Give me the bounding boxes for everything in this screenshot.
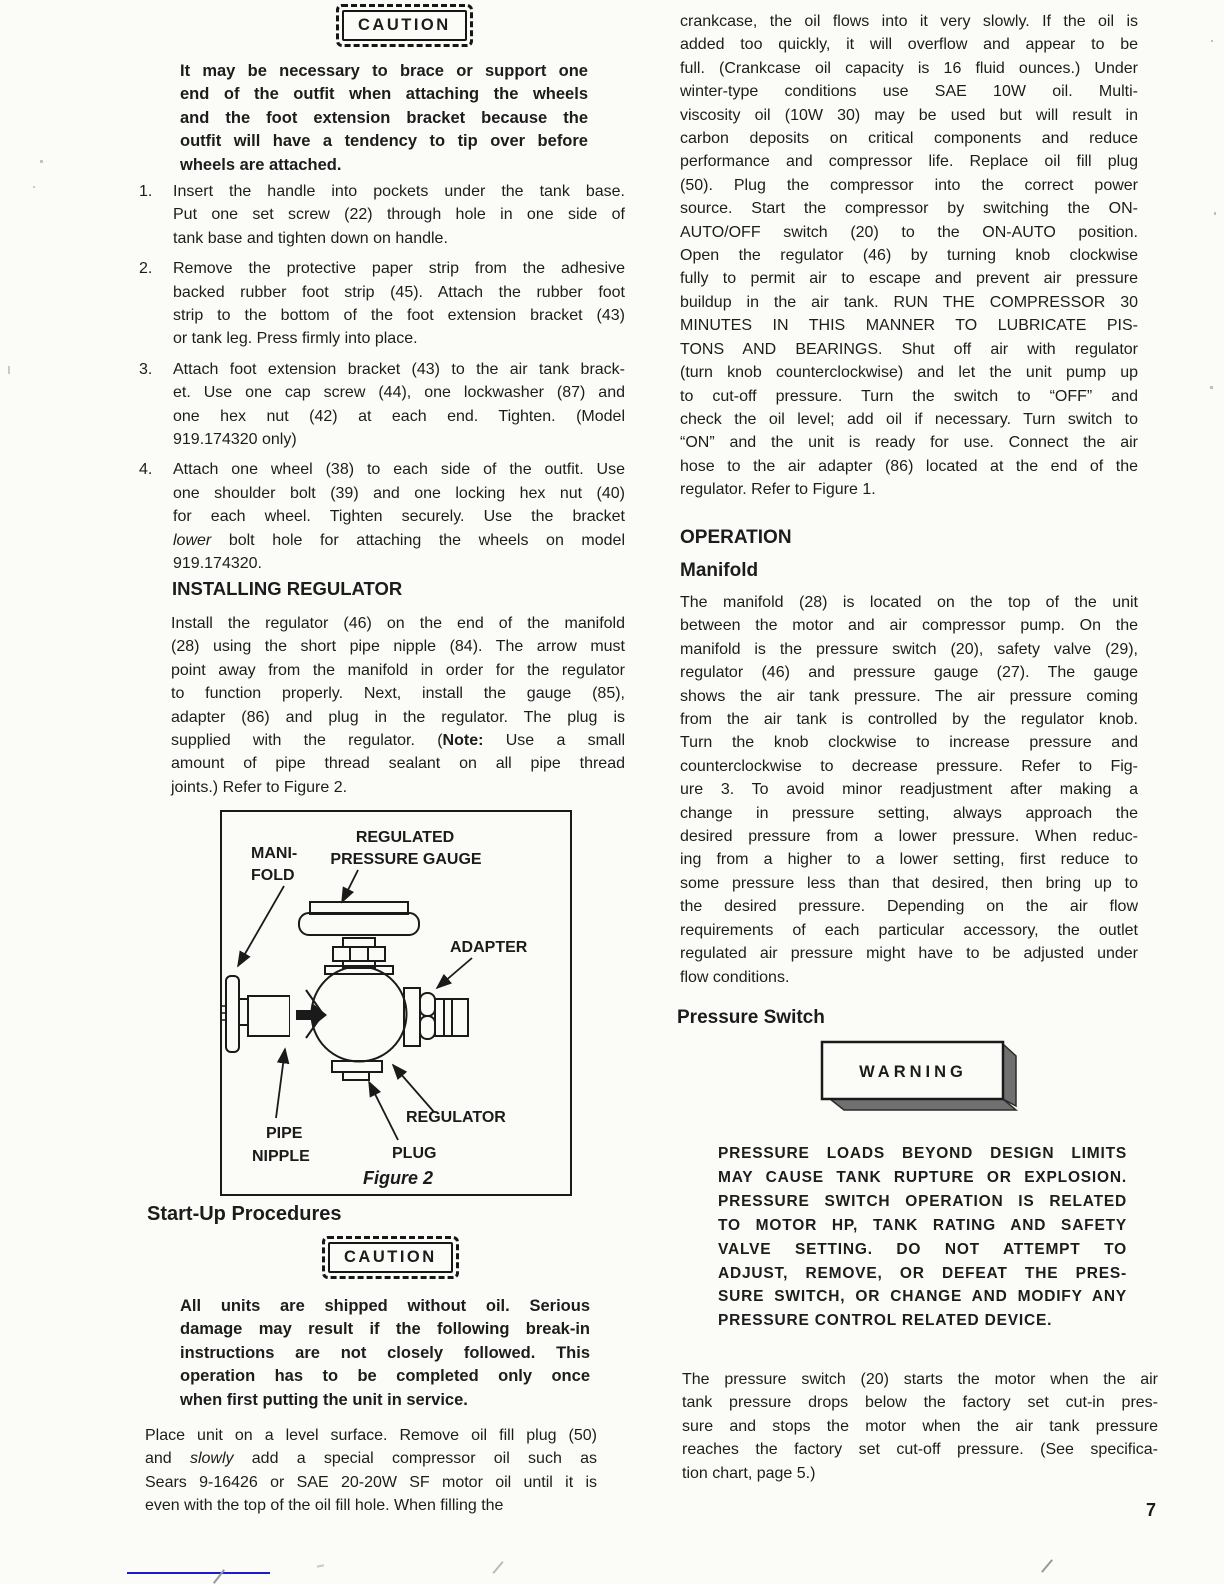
caution-box-bottom <box>322 1236 459 1279</box>
nipple-hub <box>239 999 248 1025</box>
text-line: It may be necessary to brace or support one <box>180 62 588 80</box>
page-number: 7 <box>1146 1500 1157 1520</box>
text-line: and slowly add a special compressor oil such as <box>145 1450 597 1468</box>
text-line: regulator (46) and pressure gauge (27). The gauge <box>680 664 1138 682</box>
figure-label-pipe-2: NIPPLE <box>252 1148 310 1165</box>
regulator-leader <box>393 1065 434 1112</box>
text-line: (28) using the short pipe nipple (84). The arrow must <box>171 638 625 656</box>
warning-label: WARNING <box>859 1063 967 1081</box>
text-line: ure 3. To avoid minor readjustment after making a <box>680 781 1138 799</box>
text-line: check the oil level; add oil if necessary. Turn switch to <box>680 410 1138 428</box>
text-line: joints.) Refer to Figure 2. <box>171 778 348 796</box>
text-line: full. (Crankcase oil capacity is 16 fluid ounces.) Under <box>680 59 1138 77</box>
text-line: ing from a higher to a lower setting, first reduce to <box>680 851 1138 869</box>
text-line: shows the air tank pressure. The air pressure coming <box>680 687 1138 705</box>
crankcase-paragraph <box>680 10 1138 502</box>
text-line: (50). Plug the compressor into the correct power <box>680 176 1138 194</box>
text-line: 919.174320. <box>173 555 262 573</box>
startup-paragraph <box>145 1424 597 1518</box>
figure-label-regulator: REGULATOR <box>406 1109 506 1126</box>
text-line: 919.174320 only) <box>173 431 297 449</box>
warning-plaque <box>820 1038 1024 1118</box>
instruction-step <box>139 180 625 250</box>
scan-speck <box>317 1564 324 1567</box>
text-line: wheels are attached. <box>180 155 342 174</box>
text-line: tank pressure drops below the factory set cut-in pres- <box>682 1394 1158 1412</box>
scan-speck <box>8 366 10 374</box>
caution-label: CAUTION <box>342 10 467 41</box>
gauge-stem <box>343 938 375 947</box>
text-line: winter-type conditions use SAE 10W oil. Multi- <box>680 83 1138 101</box>
instruction-step <box>139 458 625 575</box>
operation-heading: OPERATION <box>680 527 792 548</box>
text-line: between the motor and air compressor pump. On the <box>680 617 1138 635</box>
scan-speck <box>1210 386 1213 389</box>
text-line: amount of pipe thread sealant on all pipe thread <box>171 755 625 773</box>
scan-speck <box>1211 40 1213 42</box>
blue-underline-artifact <box>127 1572 270 1574</box>
step-number: 4. <box>139 461 153 479</box>
pipe-nipple-body <box>248 996 290 1036</box>
text-line: Sears 9-16426 or SAE 20-20W SF motor oil until it is <box>145 1473 597 1491</box>
installing-regulator-heading: INSTALLING REGULATOR <box>172 578 403 599</box>
text-line: reaches the factory set cut-off pressure. (See specifica- <box>682 1441 1158 1459</box>
text-line: Insert the handle into pockets under the tank base. <box>173 183 625 200</box>
caution-paragraph-oil <box>180 1295 590 1412</box>
gauge-body <box>299 913 419 935</box>
plug-part <box>343 1072 369 1080</box>
text-line: VALVE SETTING. DO NOT ATTEMPT TO <box>718 1240 1127 1258</box>
text-line: one hex nut (42) at each end. Tighten. (Model <box>173 407 625 425</box>
text-line: ADJUST, REMOVE, OR DEFEAT THE PRES- <box>718 1264 1127 1282</box>
pressure-switch-heading: Pressure Switch <box>677 1007 825 1028</box>
text-line: Install the regulator (46) on the end of the manifold <box>171 615 625 632</box>
text-line: All units are shipped without oil. Serious <box>180 1297 590 1315</box>
gauge-nut <box>333 947 385 961</box>
text-line: viscosity oil (10W 30) may be used but will result in <box>680 106 1138 124</box>
text-line: adapter (86) and plug in the regulator. The plug is <box>171 708 625 726</box>
bottom-collar <box>332 1061 382 1072</box>
startup-procedures-heading: Start-Up Procedures <box>147 1203 342 1225</box>
text-line: to cut-off pressure. Turn the switch to “OFF” and <box>680 387 1138 405</box>
text-line: outfit will have a tendency to tip over before <box>180 132 588 151</box>
text-line: crankcase, the oil flows into it very slowly. If the oil is <box>680 13 1138 30</box>
assembly-steps-list <box>139 180 625 583</box>
figure-2-diagram <box>222 812 570 1194</box>
text-line: desired pressure from a lower pressure. When reduc- <box>680 828 1138 846</box>
text-line: PRESSURE LOADS BEYOND DESIGN LIMITS <box>718 1145 1127 1162</box>
text-line: even with the top of the oil fill hole. When filling the <box>145 1497 504 1515</box>
manifold-plate <box>226 976 239 1052</box>
text-line: TONS AND BEARINGS. Shut off air with regulator <box>680 340 1138 358</box>
text-line: lower bolt hole for attaching the wheels on model <box>173 531 625 549</box>
text-line: (turn knob counterclockwise) and let the unit pump up <box>680 364 1138 382</box>
text-line: or tank leg. Press firmly into place. <box>173 330 418 348</box>
text-line: counterclockwise to decrease pressure. Refer to Fig- <box>680 757 1138 775</box>
text-line: Place unit on a level surface. Remove oil fill plug (50) <box>145 1427 597 1444</box>
text-line: sure and stops the motor when the air tank pressure <box>682 1417 1158 1435</box>
figure-caption: Figure 2 <box>362 1168 434 1188</box>
text-line: requirements of each particular accessory, the outlet <box>680 921 1138 939</box>
text-line: operation has to be completed only once <box>180 1367 590 1386</box>
text-line: supplied with the regulator. (Note: Use a small <box>171 732 625 750</box>
adapter-union-bottom <box>420 1016 435 1039</box>
warning-paragraph <box>718 1142 1127 1333</box>
adapter-leader <box>437 958 472 988</box>
scan-speck <box>40 160 43 163</box>
text-line: TO MOTOR HP, TANK RATING AND SAFETY <box>718 1216 1127 1234</box>
figure-label-manifold-1: MANI- <box>251 845 298 862</box>
text-line: source. Start the compressor by switching the ON- <box>680 200 1138 218</box>
manifold-leader <box>238 886 284 966</box>
text-line: flow conditions. <box>680 968 790 986</box>
step-number: 1. <box>139 183 153 200</box>
step-number: 3. <box>139 360 153 378</box>
text-line: regulated air pressure might have to be adjusted under <box>680 945 1138 963</box>
text-line: Put one set screw (22) through hole in one side of <box>173 206 625 224</box>
scan-slash <box>1041 1559 1053 1573</box>
scan-slash <box>492 1561 503 1574</box>
text-line: MAY CAUSE TANK RUPTURE OR EXPLOSION. <box>718 1168 1127 1186</box>
text-line: to function properly. Next, install the gauge (85), <box>171 685 625 703</box>
instruction-step <box>139 358 625 452</box>
text-line: Turn the knob clockwise to increase pressure and <box>680 734 1138 752</box>
text-line: from the air tank is controlled by the regulator knob. <box>680 711 1138 729</box>
text-line: added too quickly, it will overflow and appear to be <box>680 36 1138 54</box>
text-line: some pressure less than that desired, then bring up to <box>680 874 1138 892</box>
text-line: MINUTES IN THIS MANNER TO LUBRICATE PIS- <box>680 317 1138 335</box>
text-line: the desired pressure. Depending on the air flow <box>680 898 1138 916</box>
plaque-side-face <box>1003 1044 1016 1106</box>
gauge-leader <box>342 870 358 902</box>
text-line: hose to the air adapter (86) located at the end of the <box>680 457 1138 475</box>
warning-box <box>820 1038 1024 1123</box>
step-number: 2. <box>139 260 153 278</box>
caution-paragraph-wheels <box>180 60 588 177</box>
figure-leader-lines <box>238 870 472 1140</box>
text-line: manifold is the pressure switch (20), safety valve (29), <box>680 640 1138 658</box>
figure-label-gauge-2: PRESSURE GAUGE <box>330 851 482 868</box>
manifold-heading: Manifold <box>680 560 759 581</box>
plaque-bottom-face <box>830 1099 1016 1110</box>
pipe-nipple-leader <box>276 1049 285 1118</box>
scan-speck <box>33 186 35 188</box>
text-line: et. Use one cap screw (44), one lockwasher (87) and <box>173 384 625 402</box>
text-line: The pressure switch (20) starts the motor when the air <box>682 1371 1158 1388</box>
text-line: instructions are not closely followed. This <box>180 1343 590 1362</box>
figure-label-pipe-1: PIPE <box>266 1125 303 1142</box>
text-line: Remove the protective paper strip from the adhesive <box>173 260 625 278</box>
text-line: fully to permit air to escape and prevent air pressure <box>680 270 1138 288</box>
text-line: strip to the bottom of the foot extension bracket (43) <box>173 307 625 325</box>
caution-label: CAUTION <box>328 1242 453 1273</box>
text-line: tank base and tighten down on handle. <box>173 229 448 247</box>
instruction-step <box>139 257 625 351</box>
text-line: point away from the manifold in order for the regulator <box>171 661 625 679</box>
installing-regulator-paragraph <box>171 612 625 799</box>
text-line: AUTO/OFF switch (20) to the ON-AUTO position. <box>680 223 1138 241</box>
adapter-union-top <box>420 993 435 1016</box>
text-line: Attach one wheel (38) to each side of the outfit. Use <box>173 461 625 479</box>
text-line: end of the outfit when attaching the wheels <box>180 85 588 104</box>
caution-box-top <box>336 4 473 47</box>
text-line: performance and compressor life. Replace oil fill plug <box>680 153 1138 171</box>
text-line: backed rubber foot strip (45). Attach the rubber foot <box>173 283 625 301</box>
plug-leader <box>369 1082 398 1140</box>
text-line: and the foot extension bracket because the <box>180 108 588 127</box>
text-line: carbon deposits on critical components and reduce <box>680 130 1138 148</box>
figure-2-box <box>220 810 572 1196</box>
figure-label-gauge-1: REGULATED <box>355 829 455 846</box>
text-line: Attach foot extension bracket (43) to the air tank brack- <box>173 360 625 378</box>
figure-label-adapter: ADAPTER <box>450 939 528 956</box>
scan-speck <box>1214 212 1216 215</box>
figure-label-manifold-2: FOLD <box>251 867 295 884</box>
text-line: for each wheel. Tighten securely. Use the bracket <box>173 508 625 526</box>
text-line: regulator. Refer to Figure 1. <box>680 481 876 499</box>
text-line: one shoulder bolt (39) and one locking hex nut (40) <box>173 484 625 502</box>
pressure-switch-paragraph <box>682 1368 1158 1485</box>
text-line: change in pressure setting, always approach the <box>680 804 1138 822</box>
text-line: PRESSURE CONTROL RELATED DEVICE. <box>718 1312 1053 1330</box>
text-line: PRESSURE SWITCH OPERATION IS RELATED <box>718 1192 1127 1210</box>
figure-label-plug: PLUG <box>392 1145 437 1162</box>
text-line: Open the regulator (46) by turning knob clockwise <box>680 247 1138 265</box>
text-line: when first putting the unit in service. <box>180 1390 468 1409</box>
text-line: damage may result if the following break-in <box>180 1320 590 1339</box>
text-line: SURE SWITCH, OR CHANGE AND MODIFY ANY <box>718 1288 1127 1306</box>
text-line: buildup in the air tank. RUN THE COMPRESSOR 30 <box>680 293 1138 311</box>
text-line: “ON” and the unit is ready for use. Connect the air <box>680 434 1138 452</box>
manifold-paragraph <box>680 591 1138 989</box>
text-line: tion chart, page 5.) <box>682 1464 816 1482</box>
text-line: The manifold (28) is located on the top of the unit <box>680 594 1138 611</box>
